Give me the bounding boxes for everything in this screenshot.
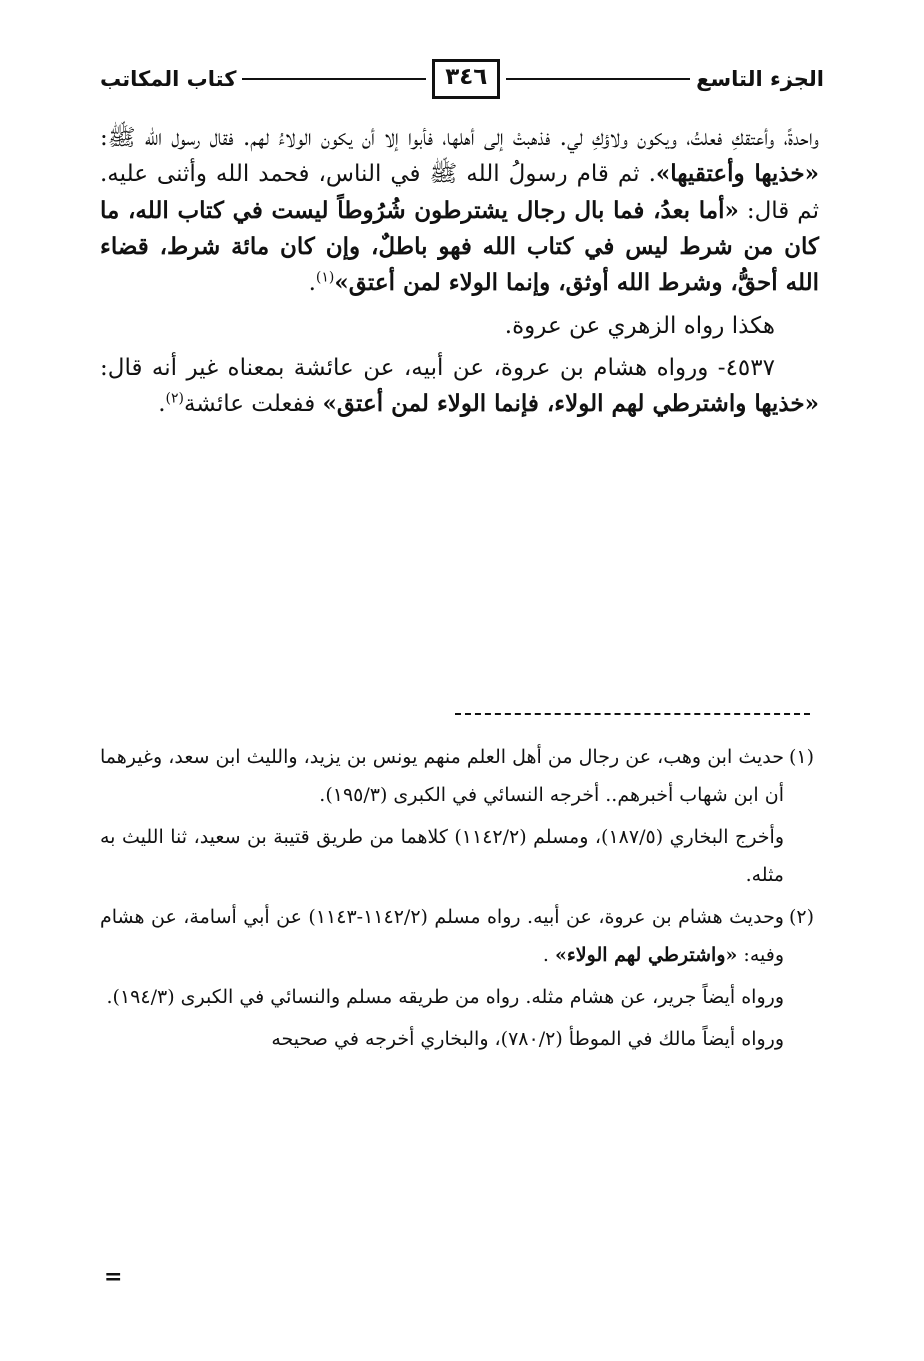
text-run: . bbox=[158, 391, 166, 418]
text-run: . bbox=[308, 270, 316, 297]
footnote-number: (٢) bbox=[788, 906, 814, 928]
footnote-number: (١) bbox=[788, 746, 814, 768]
running-header bbox=[100, 52, 824, 106]
footnote-separator bbox=[455, 713, 810, 715]
paragraph-hadith-text bbox=[100, 120, 819, 302]
paragraph-zuhri: هكذا رواه الزهري عن عروة. bbox=[504, 312, 775, 339]
text-run: . ثم قام رسولُ الله ﷺ في الناس، فحمد الله وأثنى عليه. ثم قال: bbox=[100, 161, 819, 224]
footnote-1 bbox=[100, 738, 814, 814]
footnote-2-continuation: ورواه أيضاً مالك في الموطأ (٧٨٠/٢)، والبخاري أخرجه في صحيحه bbox=[271, 1028, 784, 1050]
footnote-text: . bbox=[542, 944, 555, 966]
text-run: - ورواه هشام بن عروة، عن أبيه، عن عائشة بمعناه غير أنه قال: bbox=[100, 354, 726, 381]
footnote-ref-1[interactable]: (١) bbox=[315, 269, 335, 286]
footnote-text: وحديث هشام بن عروة، عن أبيه. رواه مسلم (١١٤٢/٢-١١٤٣) عن أبي أسامة، عن هشام وفيه: bbox=[100, 906, 784, 966]
quote-bold: «خذيها وأعتقيها» bbox=[655, 160, 820, 188]
footnote-ref-2[interactable]: (٢) bbox=[165, 390, 184, 407]
hadith-number: ٤٥٣٧ bbox=[725, 354, 775, 381]
volume-title: الجزء التاسع bbox=[696, 67, 824, 91]
header-rule-left bbox=[242, 78, 426, 80]
footnote-2 bbox=[100, 898, 814, 974]
main-text bbox=[100, 120, 819, 429]
quote-bold: «واشترطي لهم الولاء» bbox=[555, 944, 738, 966]
quote-bold: «خذيها واشترطي لهم الولاء، فإنما الولاء لمن أعتق» bbox=[322, 390, 819, 418]
footnotes bbox=[100, 738, 814, 1062]
footnote-text: حديث ابن وهب، عن رجال من أهل العلم منهم يونس بن يزيد، والليث ابن سعد، وغيرهما أن ابن شهاب أخبرهم.. أخرجه النسائي في الكبرى (١٩٥/٣). bbox=[100, 746, 784, 806]
paragraph-hadith-4537 bbox=[100, 350, 819, 423]
chapter-title: كتاب المكاتب bbox=[100, 67, 237, 91]
footnote-2-continuation: ورواه أيضاً جرير، عن هشام مثله. رواه من طريقه مسلم والنسائي في الكبرى (١٩٤/٣). bbox=[106, 986, 784, 1008]
quote-bold: «أما بعدُ، فما بال رجال يشترطون شُرُوطاً ليست في كتاب الله، ما كان من شرط ليس في كتاب الله فهو باطلٌ، وإن كان مائة شرط، قضاء الله أحقُّ، وشرط الله أوثق، وإنما الولاء لمن أعتق» bbox=[100, 196, 819, 297]
header-rule-right bbox=[506, 78, 690, 80]
footnote-1-continuation: وأخرج البخاري (١٨٧/٥)، ومسلم (١١٤٢/٢) كلاهما من طريق قتيبة بن سعيد، ثنا الليث به مثله. bbox=[100, 826, 784, 886]
text-run: ففعلت عائشة bbox=[183, 391, 323, 418]
text-run: واحدةً، وأعتقكِ فعلتُ، ويكون ولاؤكِ لي. فذهبتْ إلى أهلها، فأبوا إلا أن يكون الولاءُ لهم. فقال رسول الله ﷺ: bbox=[100, 125, 819, 151]
continuation-mark: = bbox=[104, 1264, 123, 1290]
page-number: ٣٤٦ bbox=[432, 59, 500, 99]
